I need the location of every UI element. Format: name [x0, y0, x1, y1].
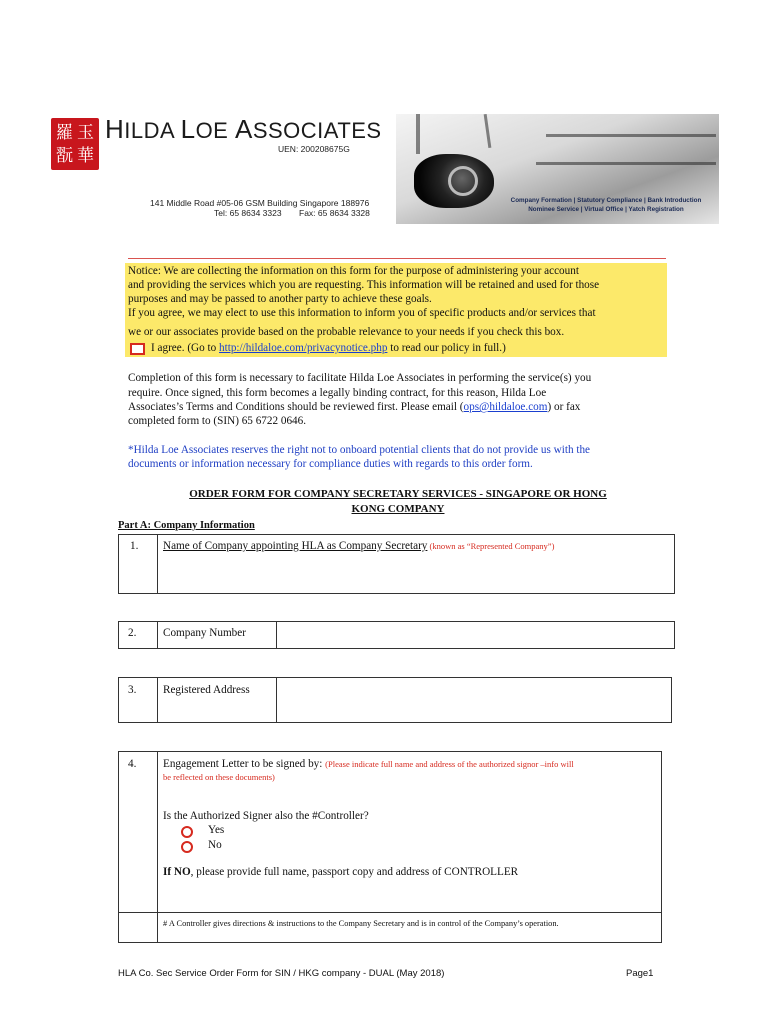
controller-question: Is the Authorized Signer also the #Controller?	[163, 810, 369, 822]
q2-number: 2.	[128, 627, 137, 639]
controller-yes-label: Yes	[208, 824, 225, 836]
notice-line: purposes and may be passed to another party to achieve these goals.	[128, 293, 432, 305]
q2-label: Company Number	[163, 627, 246, 639]
q1-label: Name of Company appointing HLA as Company Secretary (known as “Represented Company”)	[163, 540, 555, 552]
completion-line: Associates’s Terms and Conditions should be reviewed first. Please email (ops@hildaloe.com) or fax	[128, 401, 581, 413]
form-title: ORDER FORM FOR COMPANY SECRETARY SERVICES - SINGAPORE OR HONG KONG COMPANY	[189, 488, 607, 515]
notice-line: If you agree, we may elect to use this information to inform you of specific products and/or services that	[128, 307, 596, 319]
seal-char: 翫	[56, 145, 73, 165]
footer-document-title: HLA Co. Sec Service Order Form for SIN / HKG company - DUAL (May 2018)	[118, 968, 445, 979]
agree-checkbox[interactable]	[130, 343, 145, 355]
notice-line: we or our associates provide based on the probable relevance to your needs if you check this box.	[128, 326, 565, 338]
notice-line: and providing the services which you are requesting. This information will be retained and used for those	[128, 279, 600, 291]
q3-number: 3.	[128, 684, 137, 696]
privacy-notice	[125, 263, 667, 357]
controller-no-label: No	[208, 839, 222, 851]
company-fax: Fax: 65 8634 3328	[299, 208, 370, 218]
uen-number: UEN: 200208675G	[278, 144, 350, 154]
controller-definition-note: # A Controller gives directions & instructions to the Company Secretary and is in control of the Company’s operation.	[163, 919, 559, 928]
q1-number: 1.	[130, 540, 139, 552]
completion-line: require. Once signed, this form becomes a legally binding contract, for this reason, Hilda Loe	[128, 387, 547, 399]
q4-label: Engagement Letter to be signed by: (Please indicate full name and address of the authorized signor –info will	[163, 758, 574, 770]
seal-char: 玉	[77, 122, 94, 142]
reserve-notice: *Hilda Loe Associates reserves the right not to onboard potential clients that do not provide us with the	[128, 444, 591, 456]
reserve-notice: documents or information necessary for compliance duties with regards to this order form.	[128, 458, 533, 470]
header-photo	[396, 114, 719, 224]
company-number-input[interactable]	[278, 623, 673, 647]
registered-address-input[interactable]	[278, 679, 670, 721]
company-name-input[interactable]	[160, 556, 672, 592]
footer-page-number: Page1	[626, 968, 654, 979]
if-no-instruction: If NO, please provide full name, passport copy and address of CONTROLLER	[163, 866, 519, 878]
header-divider	[128, 258, 666, 259]
section-heading-part-a: Part A: Company Information	[118, 520, 255, 531]
controller-no-radio[interactable]	[181, 841, 193, 853]
brand-name: HILDA LOE ASSOCIATES	[105, 114, 382, 144]
seal-char: 羅	[56, 122, 73, 142]
services-tagline: Company Formation | Statutory Compliance | Bank Introduction Nominee Service | Virtual Office | Yatch Registration	[510, 197, 702, 213]
privacy-policy-link[interactable]: http://hildaloe.com/privacynotice.php	[219, 342, 388, 354]
agree-label: I agree. (Go to http://hildaloe.com/privacynotice.php to read our policy in full.)	[151, 342, 506, 354]
company-tel: Tel: 65 8634 3323	[214, 208, 282, 218]
controller-yes-radio[interactable]	[181, 826, 193, 838]
email-link[interactable]: ops@hildaloe.com	[463, 401, 548, 413]
seal-char: 華	[77, 145, 94, 165]
controller-details-input[interactable]	[160, 882, 660, 910]
q3-label: Registered Address	[163, 684, 250, 696]
q4-number: 4.	[128, 758, 137, 770]
company-address: 141 Middle Road #05-06 GSM Building Singapore 188976	[150, 198, 370, 208]
completion-line: Completion of this form is necessary to facilitate Hilda Loe Associates in performing the service(s) you	[128, 372, 592, 384]
company-seal-logo	[51, 118, 99, 170]
notice-line: Notice: We are collecting the information on this form for the purpose of administering your account	[128, 265, 579, 277]
q4-note: be reflected on these documents)	[163, 772, 275, 782]
completion-line: completed form to (SIN) 65 6722 0646.	[128, 415, 307, 427]
